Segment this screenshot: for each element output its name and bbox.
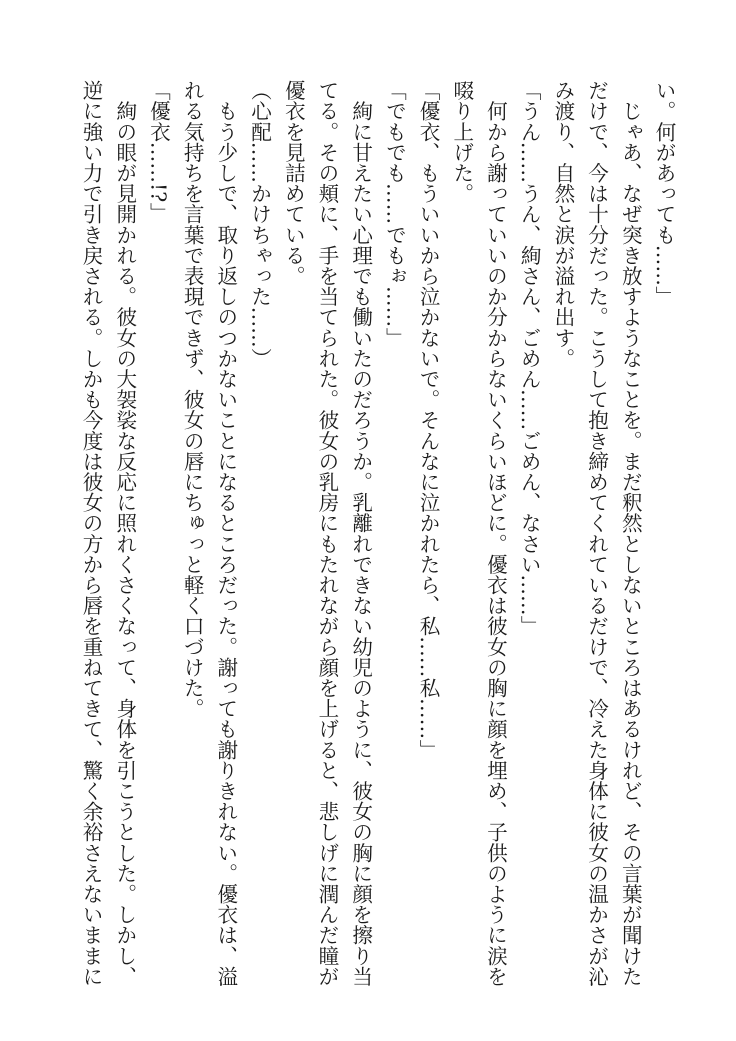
text-line: 「優衣、もういいから泣かないで。そんなに泣かれたら、私……私……」	[416, 80, 441, 760]
text-line: 「優衣……!?」	[146, 80, 171, 223]
text-line: 「でもでも……でもぉ……」	[382, 80, 407, 348]
text-line: い。何があっても……」	[652, 80, 676, 307]
text-line: もう少しで、取り返しのつかないことになるところだった。謝っても謝りきれない。優衣は、溢	[213, 80, 238, 987]
text-line: 絢の眼が見開かれる。彼女の大袈裟な反応に照れくさくなって、身体を引こうとした。しかし、	[112, 80, 137, 987]
text-line: 逆に強い力で引き戻される。しかも今度は彼女の方から唇を重ねてきて、驚く余裕さえないままに	[79, 80, 104, 987]
text-line: 「うん……うん、絢さん、ごめん……ごめん、なさい……」	[517, 80, 542, 637]
text-line: （心配……かけちゃった……）	[247, 80, 272, 369]
text-line: 何から謝っていいのか分からないくらいほどに。優衣は彼女の胸に顔を埋め、子供のように涙を	[483, 80, 508, 987]
text-line: だけで、今は十分だった。こうして抱き締めてくれているだけで、冷えた身体に彼女の温かさが沁	[584, 80, 609, 987]
novel-page-text	[73, 80, 680, 987]
text-line: 絢に甘えたい心理でも働いたのだろうか。乳離れできない幼児のように、彼女の胸に顔を擦り当	[348, 80, 373, 987]
text-line: み渡り、自然と涙が溢れ出す。	[550, 80, 575, 369]
text-line: てる。その頬に、手を当てられた。彼女の乳房にもたれながら顔を上げると、悲しげに潤んだ瞳が	[314, 80, 339, 987]
text-line: 啜り上げた。	[449, 80, 474, 204]
text-line: 優衣を見詰めている。	[281, 80, 306, 286]
text-line: じゃあ、なぜ突き放すようなことを。まだ釈然としないところはあるけれど、その言葉が聞けた	[618, 80, 643, 987]
text-line: れる気持ちを言葉で表現できず、彼女の唇にちゅっと軽く口づけた。	[180, 80, 205, 719]
